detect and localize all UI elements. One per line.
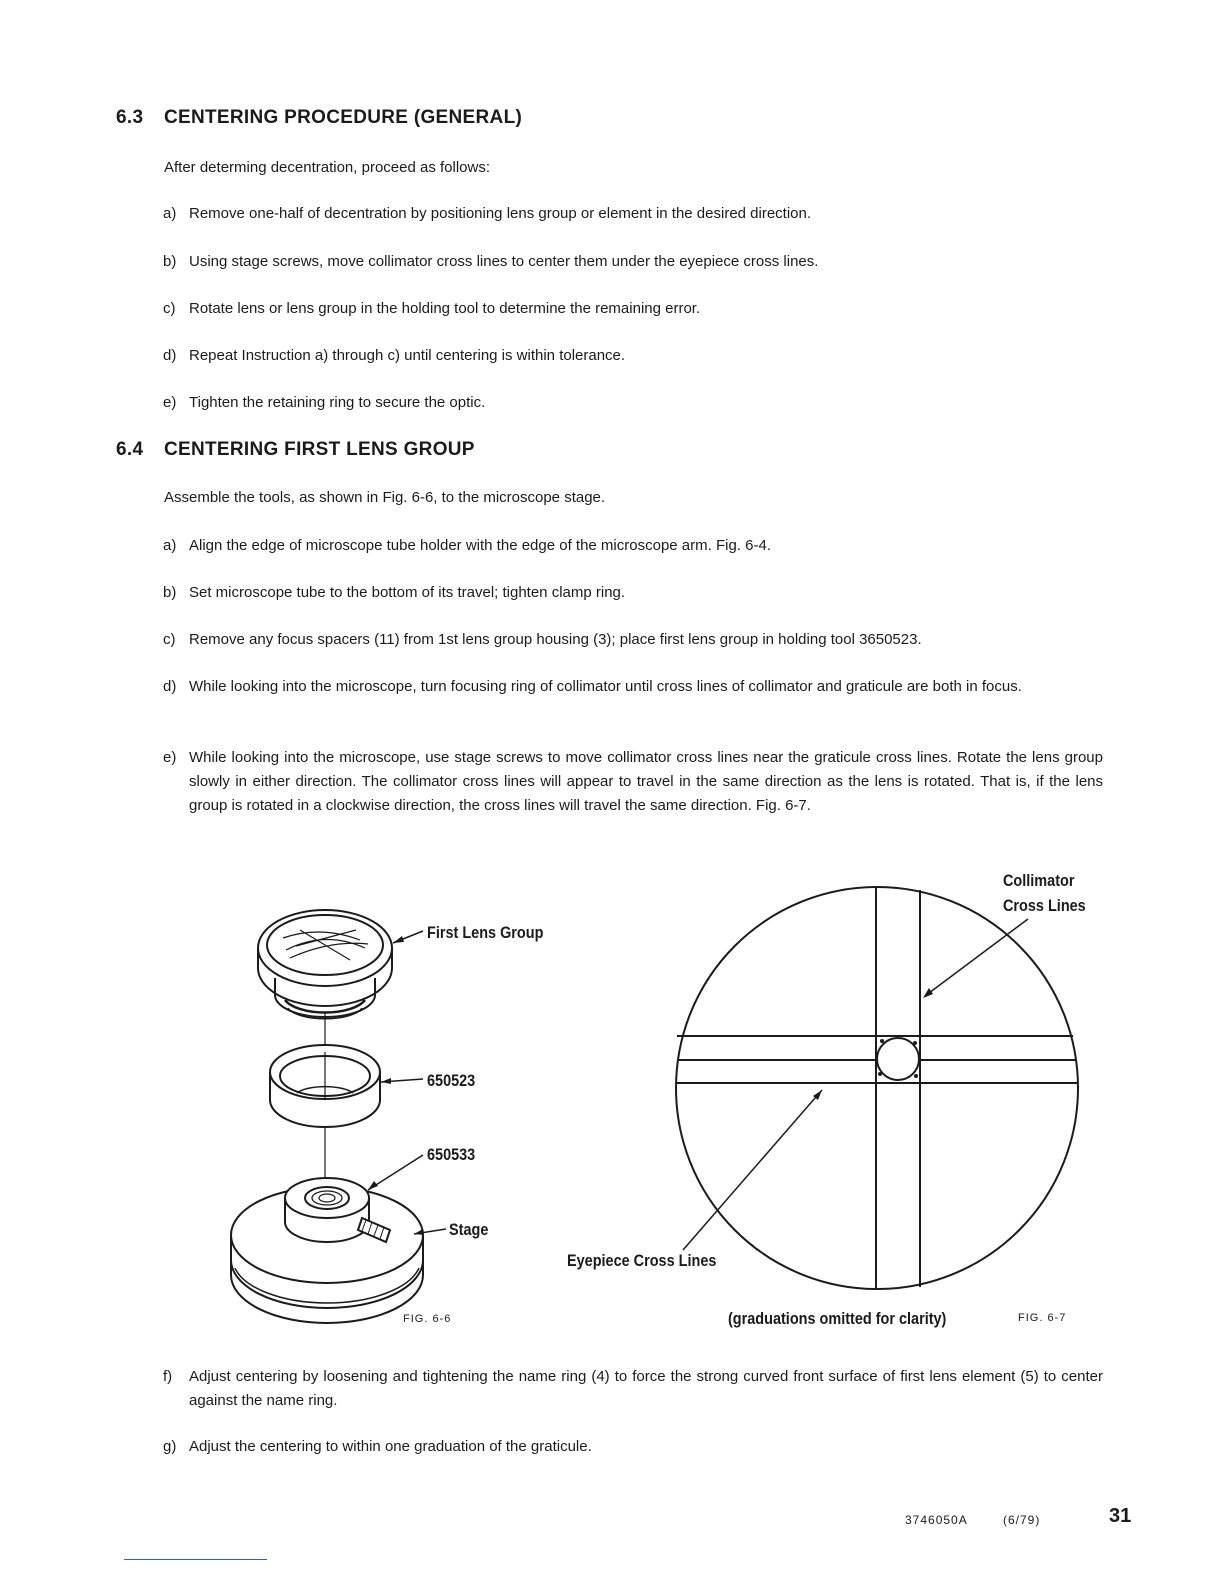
list-item-text: Remove any focus spacers (11) from 1st lens group housing (3); place first lens group in holding tool 3650523. [189, 631, 922, 648]
fig-6-7-label-eyepiece-cross-lines: Eyepiece Cross Lines [567, 1251, 717, 1270]
footer-date: (6/79) [1003, 1513, 1041, 1527]
section-number-6-3: 6.3 [116, 107, 144, 128]
list-item-text: Remove one-half of decentration by positioning lens group or element in the desired direction. [189, 205, 812, 222]
section-intro-6-3: After determing decentration, proceed as follows: [164, 159, 491, 176]
list-item-label: e) [163, 749, 177, 766]
list-item-text: Adjust the centering to within one graduation of the graticule. [189, 1438, 592, 1455]
fig-6-7-label-cross-lines: Cross Lines [1003, 896, 1086, 915]
list-item-label: d) [163, 678, 177, 695]
list-item [163, 1435, 1103, 1459]
list-item-text: Repeat Instruction a) through c) until centering is within tolerance. [189, 347, 626, 364]
list-item [163, 1365, 1103, 1413]
list-item-text: Set microscope tube to the bottom of its travel; tighten clamp ring. [189, 584, 626, 601]
list-item-label: d) [163, 347, 177, 364]
list-item-label: a) [163, 205, 177, 222]
fig-6-7-label-collimator: Collimator [1003, 871, 1075, 890]
list-item-label: c) [163, 631, 176, 648]
list-item-label: e) [163, 394, 177, 411]
fig-6-6-label-stage: Stage [449, 1220, 489, 1239]
section-number-6-4: 6.4 [116, 439, 144, 460]
list-item-text: While looking into the microscope, turn focusing ring of collimator until cross lines of collimator and graticule are both in focus. [189, 678, 1022, 695]
list-item-label: a) [163, 537, 177, 554]
fig-6-7-note: (graduations omitted for clarity) [728, 1309, 947, 1328]
page-number: 31 [1109, 1505, 1132, 1527]
list-item-label: c) [163, 300, 176, 317]
list-item-text: Rotate lens or lens group in the holding tool to determine the remaining error. [189, 300, 701, 317]
list-item-text: Tighten the retaining ring to secure the optic. [189, 394, 486, 411]
footer-doc-code: 3746050A [905, 1513, 968, 1527]
list-item-label: g) [163, 1438, 177, 1455]
list-item-label: f) [163, 1368, 173, 1385]
fig-6-7-caption: FIG. 6-7 [1018, 1312, 1067, 1324]
list-item-text: Using stage screws, move collimator cross lines to center them under the eyepiece cross lines. [189, 253, 819, 270]
section-title-6-3: CENTERING PROCEDURE (GENERAL) [164, 107, 523, 128]
list-item-label: b) [163, 584, 177, 601]
fig-6-6-label-first-lens-group: First Lens Group [427, 923, 544, 942]
list-item-text: Align the edge of microscope tube holder with the edge of the microscope arm. Fig. 6-4. [189, 537, 771, 554]
list-item-text: While looking into the microscope, use stage screws to move collimator cross lines near the graticule cross lines. Rotate the lens group slowly in either direction. The collimator cross lines will appear to travel in the same direction as the lens is rotated. That is, if the lens group is rotated in a clockwise direction, the cross lines will travel the same direction. Fig. 6-7. [189, 749, 1103, 814]
list-item-label: b) [163, 253, 177, 270]
fig-6-6-label-650523: 650523 [427, 1071, 476, 1090]
section-intro-6-4: Assemble the tools, as shown in Fig. 6-6, to the microscope stage. [164, 489, 606, 506]
footer-rule [124, 1559, 267, 1560]
fig-6-6-label-650533: 650533 [427, 1145, 476, 1164]
section-title-6-4: CENTERING FIRST LENS GROUP [164, 439, 475, 460]
list-item-text: Adjust centering by loosening and tightening the name ring (4) to force the strong curved front surface of first lens element (5) to center against the name ring. [189, 1368, 1103, 1409]
fig-6-6-caption: FIG. 6-6 [403, 1313, 452, 1325]
